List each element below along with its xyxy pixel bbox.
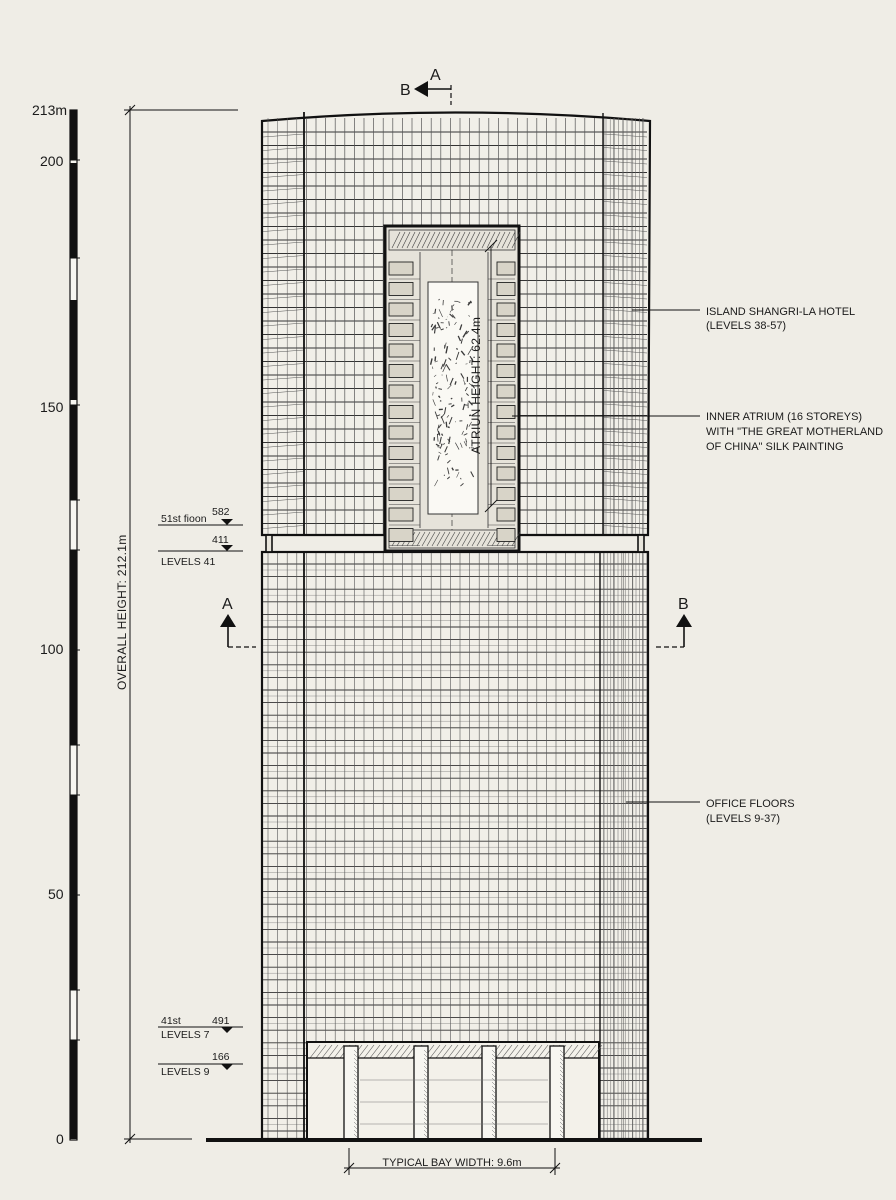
callout-hotel-line2: (LEVELS 38-57) [706, 320, 787, 332]
callout-office-line1: OFFICE FLOORS [706, 798, 795, 810]
scale-label-0: 0 [56, 1131, 64, 1147]
bay-width-label: TYPICAL BAY WIDTH: 9.6m [382, 1157, 522, 1169]
callout-atrium-line2: WITH "THE GREAT MOTHERLAND [706, 426, 884, 438]
callout-atrium-line1: INNER ATRIUM (16 STOREYS) [706, 411, 863, 423]
section-label-b-top: B [400, 82, 411, 99]
level-label-levels-9: LEVELS 9 [161, 1066, 210, 1078]
atrium [385, 226, 520, 551]
level-value-166: 166 [212, 1051, 230, 1063]
scale-label-top: 213m [32, 102, 68, 118]
callout-office-line2: (LEVELS 9-37) [706, 813, 780, 825]
podium [307, 1042, 602, 1139]
level-label-51st: 51st fioon [161, 513, 207, 525]
scale-label-150: 150 [40, 399, 64, 415]
section-label-b-right: B [678, 596, 689, 613]
scale-label-200: 200 [40, 153, 64, 169]
callout-atrium-line3: OF CHINA" SILK PAINTING [706, 441, 844, 453]
section-label-a-left: A [222, 596, 233, 613]
scale-label-50: 50 [48, 886, 64, 902]
tower [262, 112, 650, 1139]
level-label-41st: 41st [161, 1015, 181, 1027]
overall-height-label: OVERALL HEIGHT: 212.1m [115, 534, 129, 690]
callout-hotel-line1: ISLAND SHANGRI-LA HOTEL [706, 306, 856, 318]
level-label-levels-41: LEVELS 41 [161, 556, 216, 568]
level-value-582: 582 [212, 506, 230, 518]
section-label-a-top: A [430, 67, 441, 84]
level-value-411: 411 [212, 534, 229, 546]
scale-label-100: 100 [40, 641, 64, 657]
atrium-height-label: ATRIUN HEIGHT: 62.4m [469, 316, 483, 454]
level-label-levels-7: LEVELS 7 [161, 1029, 210, 1041]
level-value-491: 491 [212, 1015, 230, 1027]
